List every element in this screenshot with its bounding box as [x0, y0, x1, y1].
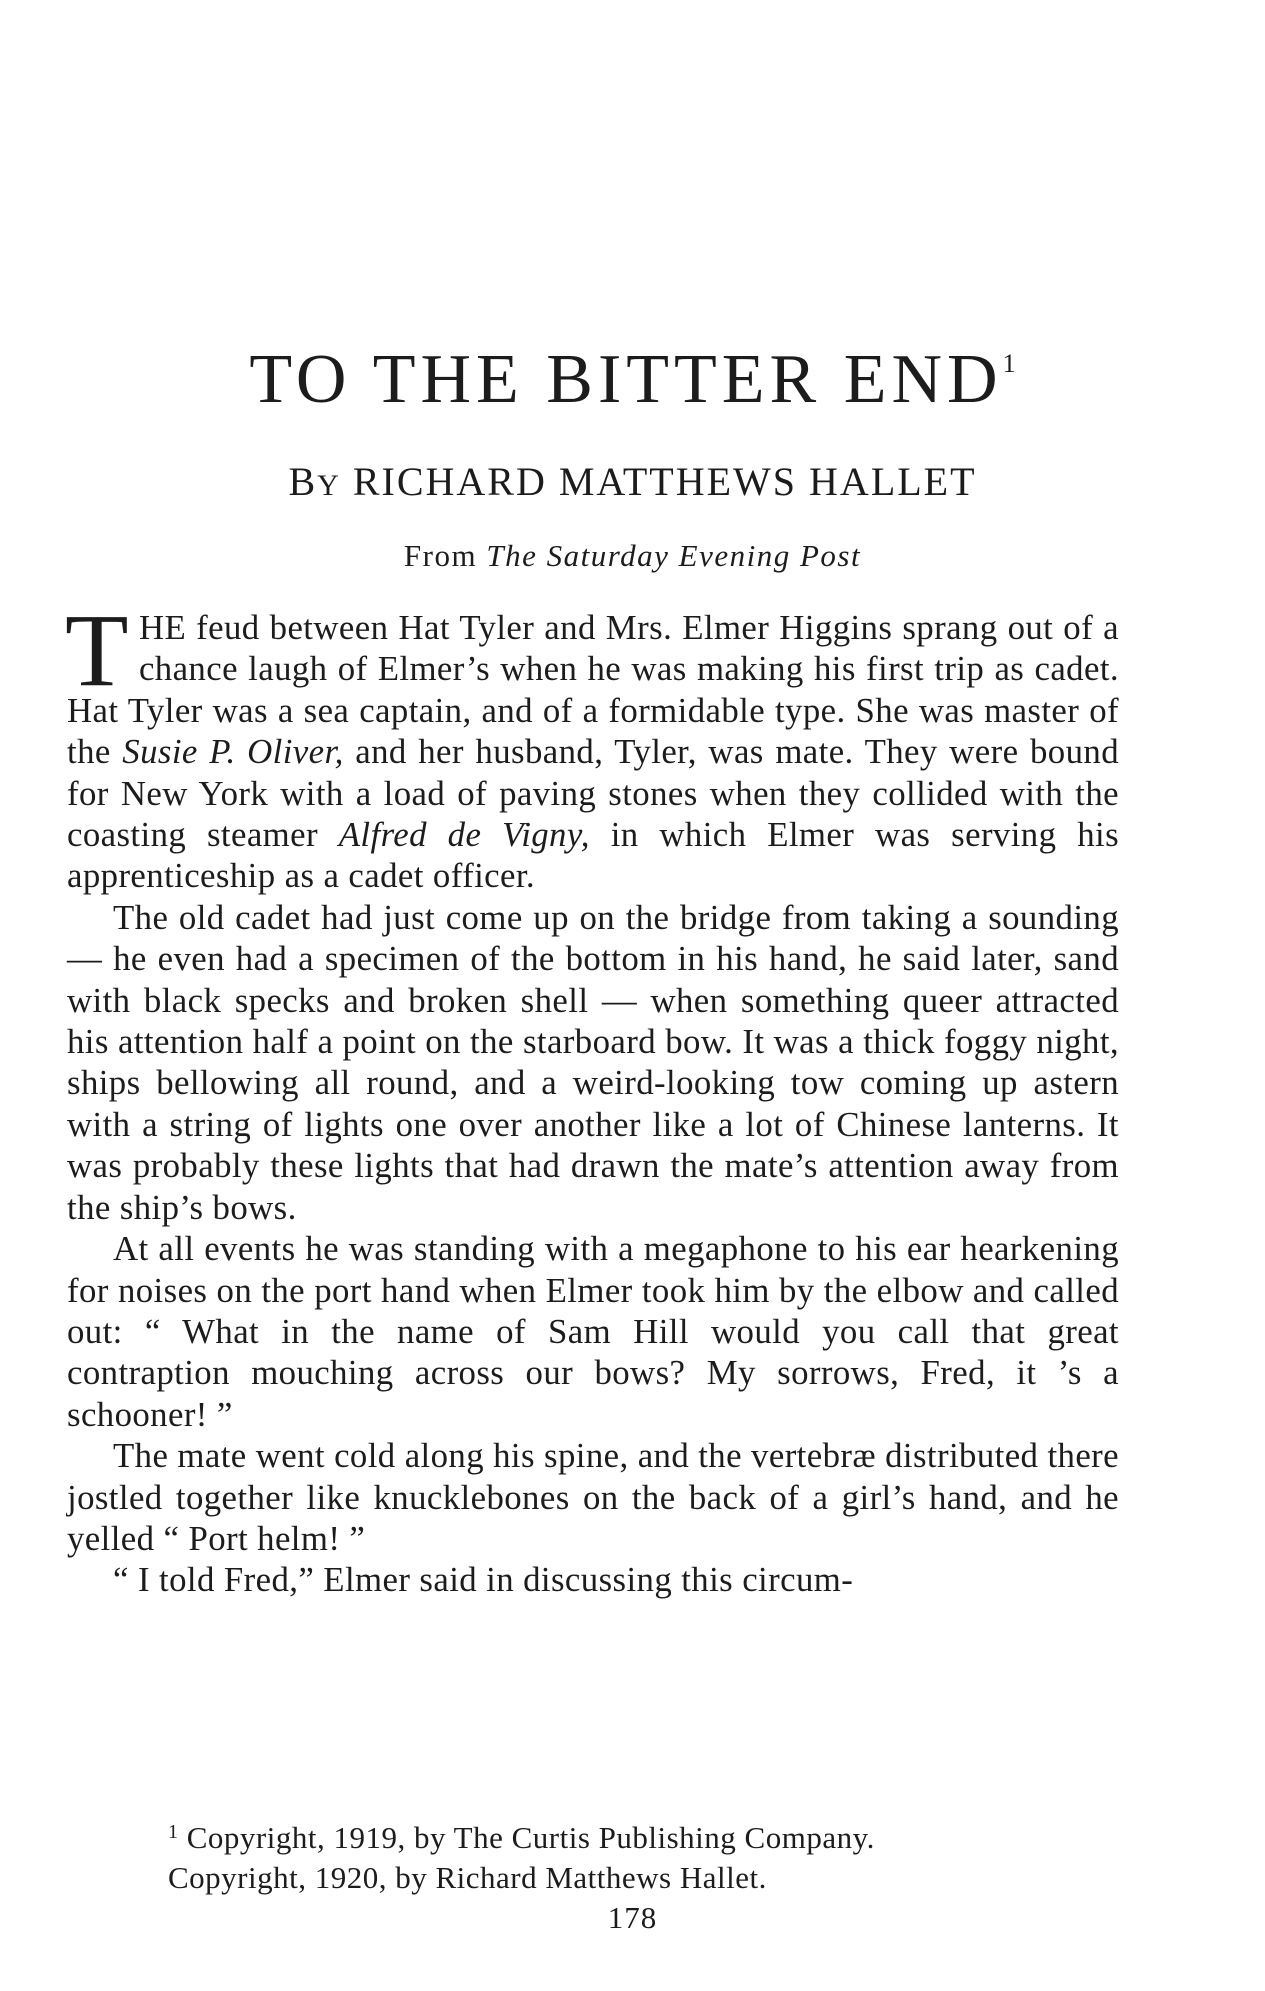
paragraph-1-text-a: HE feud between Hat Tyler and Mrs. Elmer Higgins sprang out of a chance laugh of Elmer’s when he was making his first trip as cadet. Hat Tyler was a sea captain, and of a formidable type. She was master of the — [67, 608, 1119, 772]
footnote-line-2 — [168, 1860, 1068, 1896]
chapter-title-text: TO THE BITTER END — [249, 341, 1003, 418]
author-name: RICHARD MATTHEWS HALLET — [352, 459, 977, 504]
ship-name-alfred: Alfred de Vigny, — [338, 815, 590, 855]
paragraph-1-text-b: and her husband, Tyler, was mate. They were bound for New York with a load of paving stones when they collided with the coasting steamer — [67, 732, 1119, 855]
chapter-title — [0, 341, 1265, 418]
ship-name-susie: Susie P. Oliver, — [122, 732, 344, 772]
paragraph-3: At all events he was standing with a megaphone to his ear hearkening for noises on the port hand when Elmer took him by the elbow and called out: “ What in the name of Sam Hill would you call that great contraption mouching across our bows? My sorrows, Fred, it ’s a schooner! ” — [67, 1229, 1119, 1434]
footnotes — [168, 1820, 1068, 1896]
paragraph-5: “ I told Fred,” Elmer said in discussing this circum- — [113, 1560, 854, 1600]
byline-prefix-rest: Y — [317, 469, 341, 502]
title-footnote-marker: 1 — [1002, 349, 1016, 378]
source-prefix: From — [403, 538, 478, 573]
footnote-marker: 1 — [168, 1821, 179, 1843]
source-publication: The Saturday Evening Post — [486, 538, 862, 573]
source-line — [0, 540, 1265, 571]
paragraph-2: The old cadet had just come up on the bridge from taking a sounding — he even had a specimen of the bottom in his hand, he said later, sand with black specks and broken shell — when something queer attracted his attention half a point on the starboard bow. It was a thick foggy night, ships bellowing all round, and a weird-looking tow coming up astern with a string of lights one over another like a lot of Chinese lanterns. It was probably these lights that had drawn the mate’s attention away from the ship’s bows. — [67, 897, 1119, 1227]
footnote-copyright-1920: Copyright, 1920, by Richard Matthews Hallet. — [168, 1860, 767, 1895]
drop-cap: T — [65, 593, 129, 708]
footnote-copyright-1919: Copyright, 1919, by The Curtis Publishing Company. — [186, 1820, 875, 1855]
page-number: 178 — [607, 1900, 658, 1935]
footnote-line-1 — [168, 1820, 1068, 1860]
paragraph-1-text-c: in which Elmer was serving his apprenticeship as a cadet officer. — [67, 815, 1120, 896]
author-byline — [0, 459, 1265, 504]
story-body — [65, 593, 1120, 1601]
paragraph-1 — [65, 593, 1120, 897]
byline-prefix-first: B — [288, 459, 318, 504]
paragraph-4: The mate went cold along his spine, and the vertebræ distributed there jostled together like knucklebones on the back of a girl’s hand, and he yelled “ Port helm! ” — [67, 1436, 1119, 1558]
